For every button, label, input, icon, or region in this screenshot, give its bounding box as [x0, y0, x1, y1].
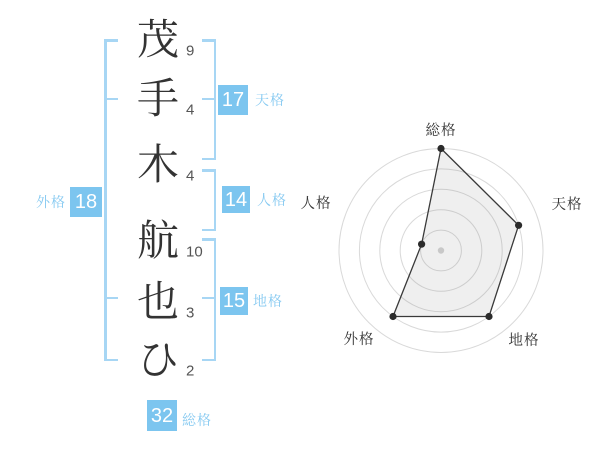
name-character: 手: [136, 75, 179, 122]
radar-data-point: [515, 222, 522, 229]
radar-axis-label: 外格: [343, 332, 375, 348]
name-character: 航: [136, 217, 179, 264]
radar-data-point: [437, 145, 444, 152]
stroke-count: 10: [186, 243, 203, 261]
tenkaku-label: 天格: [255, 92, 285, 108]
stroke-count: 9: [186, 42, 195, 60]
radar-axis-label: 天格: [551, 197, 583, 213]
soukaku-value-badge: 32: [147, 400, 177, 431]
stroke-count: 4: [186, 167, 195, 185]
soukaku-label: 総格: [182, 412, 212, 428]
stroke-count: 4: [186, 101, 195, 119]
stroke-count: 2: [186, 362, 195, 380]
radar-data-point: [485, 313, 492, 320]
jinkaku-value-badge: 14: [222, 186, 250, 213]
gaikaku-label: 外格: [36, 194, 66, 210]
tenkaku-value-badge: 17: [218, 85, 248, 115]
jinkaku-label: 人格: [257, 192, 287, 208]
stroke-count: 3: [186, 304, 195, 322]
radar-axis-label: 総格: [425, 123, 457, 139]
radar-data-point: [389, 313, 396, 320]
radar-axis-label: 地格: [508, 333, 540, 349]
radar-data-polygon: [393, 149, 519, 317]
radar-data-point: [418, 241, 425, 248]
name-character: 茂: [136, 16, 179, 63]
gaikaku-value-badge: 18: [70, 187, 102, 217]
chikaku-value-badge: 15: [220, 287, 248, 315]
name-character: 也: [136, 278, 179, 325]
chikaku-label: 地格: [253, 293, 283, 309]
name-character: ひ: [136, 336, 179, 383]
radar-center-dot: [438, 247, 444, 253]
radar-axis-label: 人格: [300, 196, 332, 212]
name-character: 木: [136, 141, 179, 188]
